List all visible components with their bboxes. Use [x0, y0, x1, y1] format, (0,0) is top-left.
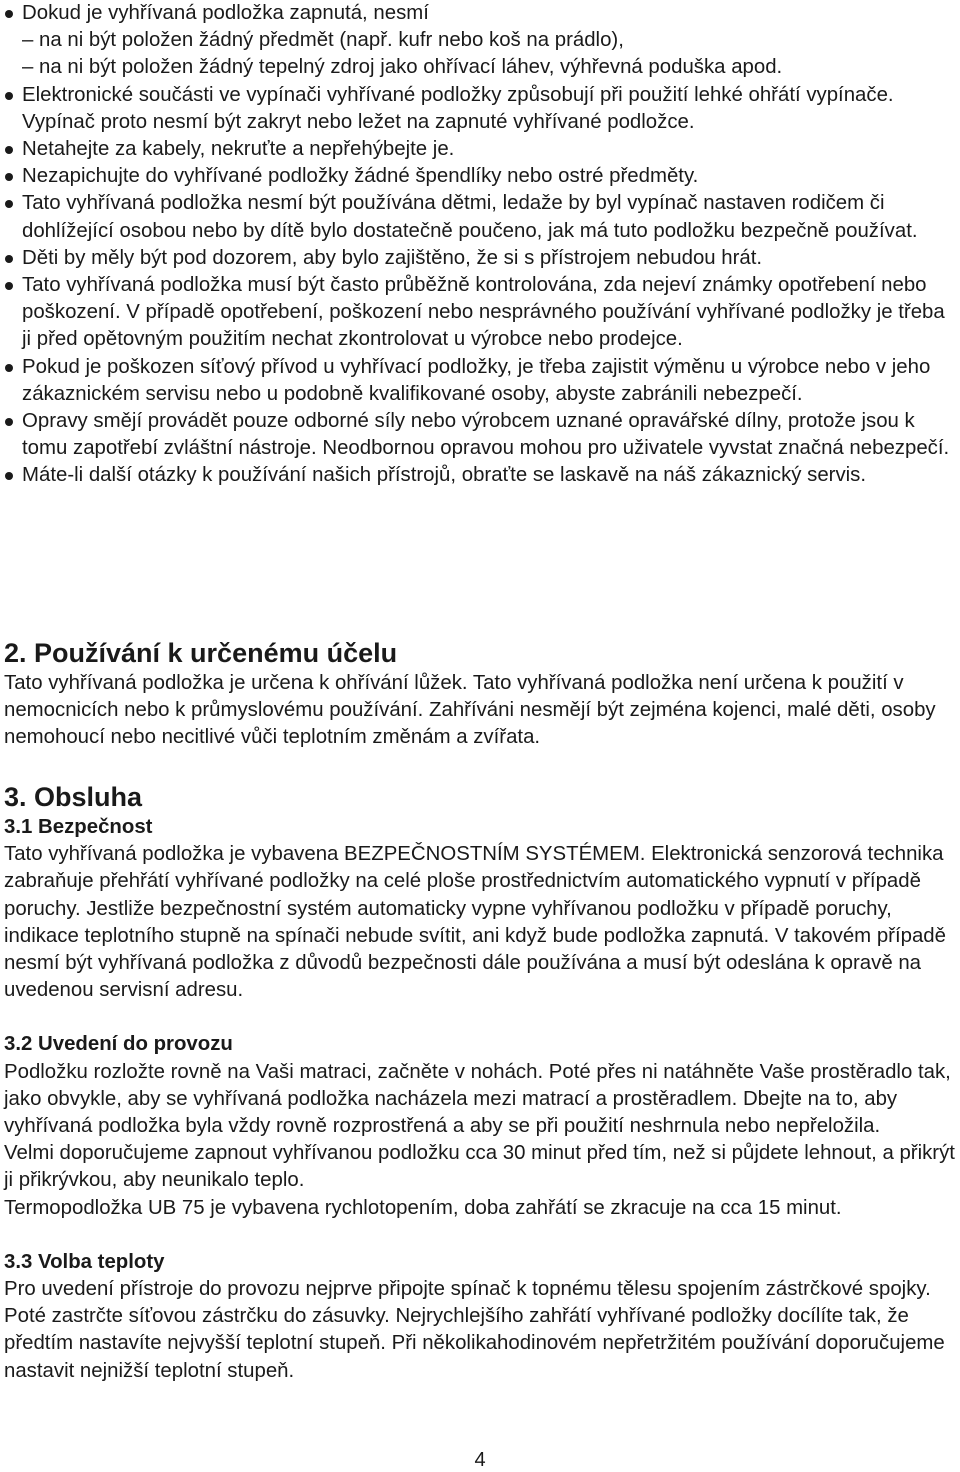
bullet-text: Netahejte za kabely, nekruťte a nepřehýbejte je.	[22, 138, 455, 161]
safety-bullet-list	[4, 0, 956, 490]
bullet-item	[4, 190, 956, 244]
document-page	[4, 0, 956, 1470]
subsection-body: Tato vyhřívaná podložka je vybavena BEZPEČNOSTNÍM SYSTÉMEM. Elektronická senzorová technika zabraňuje přehřátí vyhřívané podložky na celé ploše prostřednictvím automatického vypnutí v případě poruchy. Jestliže bezpečnostní systém automaticky vypne vyhřívanou podložku v případě poruchy, indikace teplotního stupně na spínači nebude svítit, ani když bude podložka zapnutá. V takovém případě nesmí být vyhřívaná podložka z důvodů bezpečnosti dále používána a musí být odeslána k opravě na uvedenou servisní adresu.	[4, 843, 946, 1002]
bullet-item	[4, 82, 956, 136]
section-3	[4, 780, 956, 1385]
bullet-text: Tato vyhřívaná podložka musí být často průběžně kontrolována, zda nejeví známky opotřebení nebo poškození. V případě opotřebení, poškození nebo nesprávného používání vyhřívané podložky je třeba ji před opětovným použitím nechat zkontrolovat u výrobce nebo prodejce.	[22, 274, 945, 351]
subsection-body: Pro uvedení přístroje do provozu nejprve připojte spínač k topnému tělesu spojením zástrčkové spojky. Poté zastrčte síťovou zástrčku do zásuvky. Nejrychlejšího zahřátí vyhřívané podložky docílíte tak, že předtím nastavíte nejvyšší teplotní stupeň. Při několikahodinovém nepřetržitém používání doporučujeme nastavit nejnižší teplotní stupeň.	[4, 1278, 945, 1382]
bullet-item	[4, 245, 956, 272]
subsection-heading: 3.2 Uvedení do provozu	[4, 1033, 233, 1056]
bullet-text: Děti by měly být pod dozorem, aby bylo zajištěno, že si s přístrojem nebudou hrát.	[22, 246, 763, 269]
subsection-heading: 3.1 Bezpečnost	[4, 816, 153, 838]
bullet-text: Máte-li další otázky k používání našich přístrojů, obraťte se laskavě na náš zákaznický servis.	[22, 464, 867, 487]
bullet-text: Nezapichujte do vyhřívané podložky žádné špendlíky nebo ostré předměty.	[22, 165, 699, 188]
section-heading: 3. Obsluha	[4, 782, 143, 812]
bullet-intro: Dokud je vyhřívaná podložka zapnutá, nesmí	[22, 2, 429, 24]
subsection-paragraph: Velmi doporučujeme zapnout vyhřívanou podložku cca 30 minut před tím, než si půjdete lehnout, a přikrýt ji přikrývkou, aby neunikalo teplo.	[4, 1142, 955, 1192]
bullet-item	[4, 0, 956, 82]
bullet-item	[4, 163, 956, 190]
section-2	[4, 636, 956, 752]
bullet-subitem: – na ni být položen žádný předmět (např. kufr nebo koš na prádlo),	[22, 29, 624, 52]
bullet-text: Pokud je poškozen síťový přívod u vyhřívací podložky, je třeba zajistit výměnu u výrobce nebo v jeho zákaznickém servisu nebo u podobně kvalifikované osoby, abyste zabránili nebezpečí.	[22, 355, 931, 405]
bullet-text: Opravy smějí provádět pouze odborné síly nebo výrobcem uznané opravářské dílny, protože jsou k tomu zapotřebí zvláštní nástroje. Neodbornou opravou mohou pro uživatele vyvstat značná nebezpečí.	[22, 410, 950, 460]
bullet-item	[4, 272, 956, 354]
bullet-item	[4, 354, 956, 408]
bullet-text: Tato vyhřívaná podložka nesmí být používána dětmi, ledaže by byl vypínač nastaven rodičem či dohlížející osobou nebo by dítě bylo dostatečně poučeno, jak má tuto podložku bezpečně používat.	[22, 192, 918, 242]
subsection-paragraph: Podložku rozložte rovně na Vaši matraci, začněte v nohách. Poté přes ni natáhněte Vaše prostěradlo tak, jako obvykle, aby se vyhřívaná podložka nacházela mezi matrací a prostěradlem. Dbejte na to, aby vyhřívaná podložka byla vždy rovně rozprostřená a aby se při použití neshrnula nebo nepřeložila.	[4, 1060, 951, 1138]
bullet-item	[4, 408, 956, 462]
bullet-subitem: – na ni být položen žádný tepelný zdroj jako ohřívací láhev, výhřevná poduška apod.	[22, 56, 783, 79]
subsection-heading: 3.3 Volba teploty	[4, 1250, 165, 1273]
page-number: 4	[474, 1449, 486, 1471]
section-body: Tato vyhřívaná podložka je určena k ohřívání lůžek. Tato vyhřívaná podložka není určena k použití v nemocnicích nebo k průmyslovému používání. Zahříváni nesmějí být zejména kojenci, malé děti, osoby nemohoucí nebo necitlivé vůči teplotním změnám a zvířata.	[4, 672, 936, 749]
bullet-text: Elektronické součásti ve vypínači vyhřívané podložky způsobují při použití lehké ohřátí vypínače. Vypínač proto nesmí být zakryt nebo ležet na zapnuté vyhřívané podložce.	[22, 83, 894, 133]
subsection-paragraph: Termopodložka UB 75 je vybavena rychlotopením, doba zahřátí se zkracuje na cca 15 minut.	[4, 1196, 842, 1219]
bullet-item	[4, 136, 956, 163]
bullet-item	[4, 462, 956, 489]
section-heading: 2. Používání k určenému účelu	[4, 638, 398, 668]
